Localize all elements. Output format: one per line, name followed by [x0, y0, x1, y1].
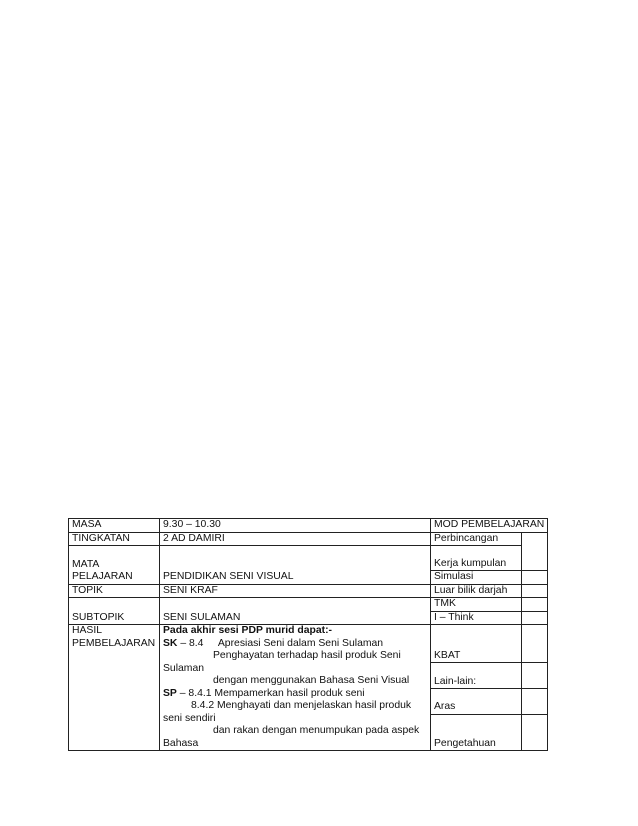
- pengetahuan-check: [522, 714, 548, 750]
- mod-check-5: [522, 611, 548, 625]
- tingkatan-value: 2 AD DAMIRI: [160, 532, 431, 546]
- topik-value: SENI KRAF: [160, 584, 431, 598]
- mata-label-line2: PELAJARAN: [72, 571, 133, 582]
- subtopik-label: SUBTOPIK: [69, 598, 160, 625]
- row-tingkatan: [69, 532, 548, 546]
- mod-item-perbincangan: Perbincangan: [431, 532, 522, 546]
- mod-item-ithink: I – Think: [431, 611, 522, 625]
- topik-label: TOPIK: [69, 584, 160, 598]
- mod-check-4: [522, 598, 548, 612]
- aras-check: [522, 689, 548, 715]
- kbat-label: KBAT: [431, 625, 522, 663]
- sp-line1: [163, 688, 427, 701]
- objectives-intro: Pada akhir sesi PDP murid dapat:-: [163, 625, 332, 636]
- subtopik-value: SENI SULAMAN: [160, 598, 431, 625]
- hasil-label-line2: PEMBELAJARAN: [72, 637, 156, 649]
- aras-label: Aras: [431, 689, 522, 715]
- row-tmk: [69, 598, 548, 612]
- sp-line3: seni sendiri: [163, 712, 216, 724]
- lain-lain-label: Lain-lain:: [431, 663, 522, 689]
- row-masa: [69, 519, 548, 533]
- row-hasil-1: [69, 625, 548, 663]
- sp-line5: Bahasa: [163, 737, 199, 749]
- sk-num: – 8.4: [177, 637, 204, 649]
- sk-code: SK: [163, 637, 178, 649]
- mod-check-1: [522, 532, 548, 571]
- sk-line2: Penghayatan terhadap hasil produk Seni: [213, 650, 401, 661]
- sp-num: – 8.4.1 Mempamerkan hasil produk seni: [176, 687, 365, 699]
- sk-line1: [163, 638, 427, 651]
- mod-header: MOD PEMBELAJARAN: [431, 519, 548, 533]
- hasil-label: [69, 625, 160, 751]
- mata-label-line1: MATA: [72, 558, 100, 570]
- row-mata-pelajaran: [69, 546, 548, 571]
- objectives-cell: [160, 625, 431, 751]
- mata-pelajaran-value: PENDIDIKAN SENI VISUAL: [160, 546, 431, 585]
- mod-item-luar-bilik: Luar bilik darjah: [431, 584, 522, 598]
- sp-line4: dan rakan dengan menumpukan pada aspek: [213, 725, 420, 736]
- row-topik: [69, 584, 548, 598]
- masa-label: MASA: [69, 519, 160, 533]
- mata-pelajaran-label: [69, 546, 160, 585]
- mod-check-3: [522, 584, 548, 598]
- mod-check-2: [522, 571, 548, 585]
- lesson-plan-table: [68, 518, 548, 751]
- sp-line2: 8.4.2 Menghayati dan menjelaskan hasil produk: [191, 700, 412, 711]
- pengetahuan-label: Pengetahuan: [431, 714, 522, 750]
- sk-line3: Sulaman: [163, 662, 205, 674]
- mod-item-kerja-kumpulan: Kerja kumpulan: [431, 546, 522, 571]
- lain-lain-check: [522, 663, 548, 689]
- sk-title: Apresiasi Seni dalam Seni Sulaman: [217, 637, 384, 649]
- tingkatan-label: TINGKATAN: [69, 532, 160, 546]
- masa-value: 9.30 – 10.30: [160, 519, 431, 533]
- mod-item-tmk: TMK: [431, 598, 522, 612]
- mod-item-simulasi: Simulasi: [431, 571, 522, 585]
- kbat-check: [522, 625, 548, 663]
- hasil-label-line1: HASIL: [72, 625, 103, 636]
- sp-code: SP: [163, 687, 177, 699]
- sk-line4: dengan menggunakan Bahasa Seni Visual: [213, 675, 410, 686]
